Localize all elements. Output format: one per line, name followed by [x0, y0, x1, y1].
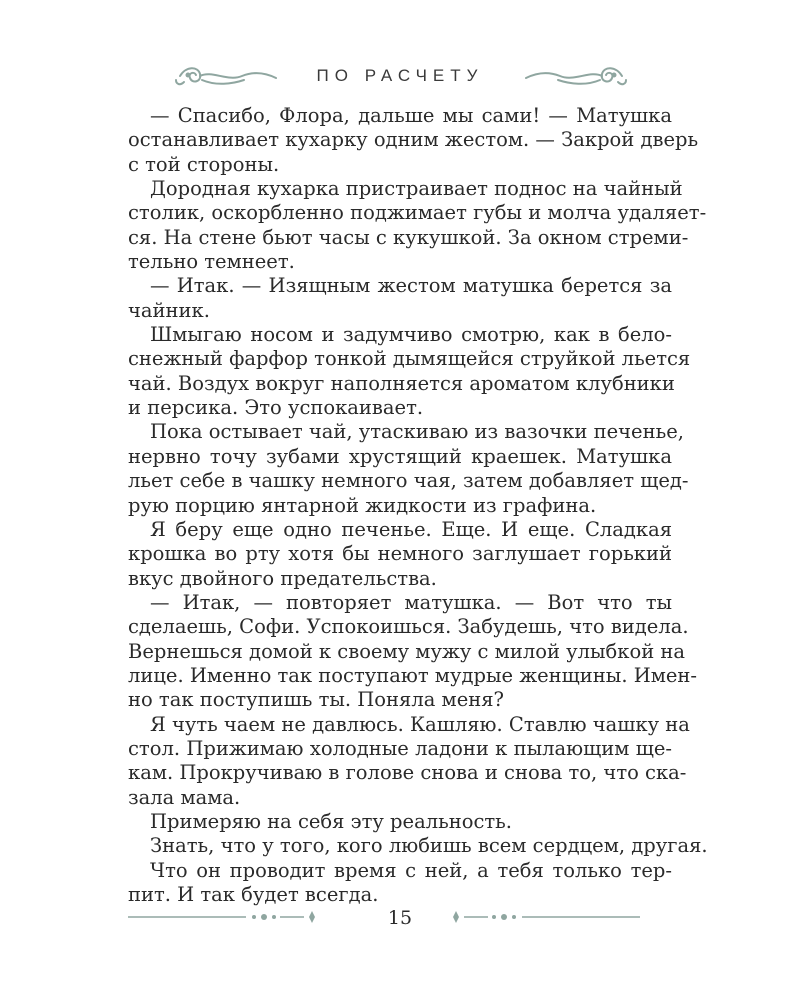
text-line: с той стороны.: [128, 152, 280, 176]
text-line: останавливает кухарку одним жестом. — Закрой дверь: [128, 128, 699, 152]
text-line: ся. На стене бьют часы с кукушкой. За окном стреми-: [128, 225, 689, 249]
text-line: снежный фарфор тонкой дымящейся струйкой льется: [128, 347, 691, 371]
text-line: зала мама.: [128, 785, 241, 809]
body-text: [128, 104, 708, 907]
text-line: тельно темнеет.: [128, 250, 295, 274]
text-line: Знать, что у того, кого любишь всем сердцем, другая.: [150, 834, 708, 858]
text-line: рую порцию янтарной жидкости из графина.: [128, 493, 597, 517]
text-line: нервно точу зубами хрустящий краешек. Матушка: [128, 444, 672, 468]
footer-ornament-right-icon: [440, 909, 640, 925]
text-line: пит. И так будет всегда.: [128, 883, 379, 906]
text-line: Примеряю на себя эту реальность.: [150, 809, 512, 833]
text-line: льет себе в чашку немного чая, затем добавляет щед-: [128, 469, 689, 493]
text-line: сделаешь, Софи. Успокоишься. Забудешь, что видела.: [128, 615, 689, 639]
text-line: Дородная кухарка пристраивает поднос на чайный: [150, 177, 683, 201]
text-line: лице. Именно так поступают мудрые женщины. Имен-: [128, 663, 698, 687]
chapter-title: ПО РАСЧЕТУ: [316, 66, 484, 85]
text-line: Шмыгаю носом и задумчиво смотрю, как в бело-: [150, 323, 672, 347]
text-line: крошка во рту хотя бы немного заглушает горький: [128, 542, 672, 566]
text-line: Я чуть чаем не давлюсь. Кашляю. Ставлю чашку на: [150, 712, 690, 736]
flourish-right-icon: [520, 60, 630, 92]
text-line: — Итак. — Изящным жестом матушка берется за: [150, 274, 672, 298]
text-line: стол. Прижимаю холодные ладони к пылающим ще-: [128, 736, 672, 760]
text-line: вкус двойного предательства.: [128, 566, 437, 590]
text-line: Я беру еще одно печенье. Еще. И еще. Сладкая: [150, 517, 672, 541]
text-line: Пока остывает чай, утаскиваю из вазочки печенье,: [150, 420, 684, 444]
text-line: столик, оскорбленно поджимает губы и молча удаляет-: [128, 201, 707, 225]
text-line: Что он проводит время с ней, а тебя только тер-: [150, 858, 672, 882]
page-number: 15: [387, 907, 413, 929]
text-line: чай. Воздух вокруг наполняется ароматом клубники: [128, 371, 675, 395]
running-header: [0, 56, 800, 96]
text-line: кам. Прокручиваю в голове снова и снова то, что ска-: [128, 761, 687, 785]
text-line: — Спасибо, Флора, дальше мы сами! — Матушка: [150, 104, 672, 127]
text-line: но так поступишь ты. Поняла меня?: [128, 688, 505, 712]
page-footer: [0, 903, 800, 933]
text-line: и персика. Это успокаивает.: [128, 396, 424, 420]
text-line: Вернешься домой к своему мужу с милой улыбкой на: [128, 639, 686, 663]
text-line: чайник.: [128, 298, 210, 322]
text-line: — Итак, — повторяет матушка. — Вот что ты: [150, 590, 672, 614]
